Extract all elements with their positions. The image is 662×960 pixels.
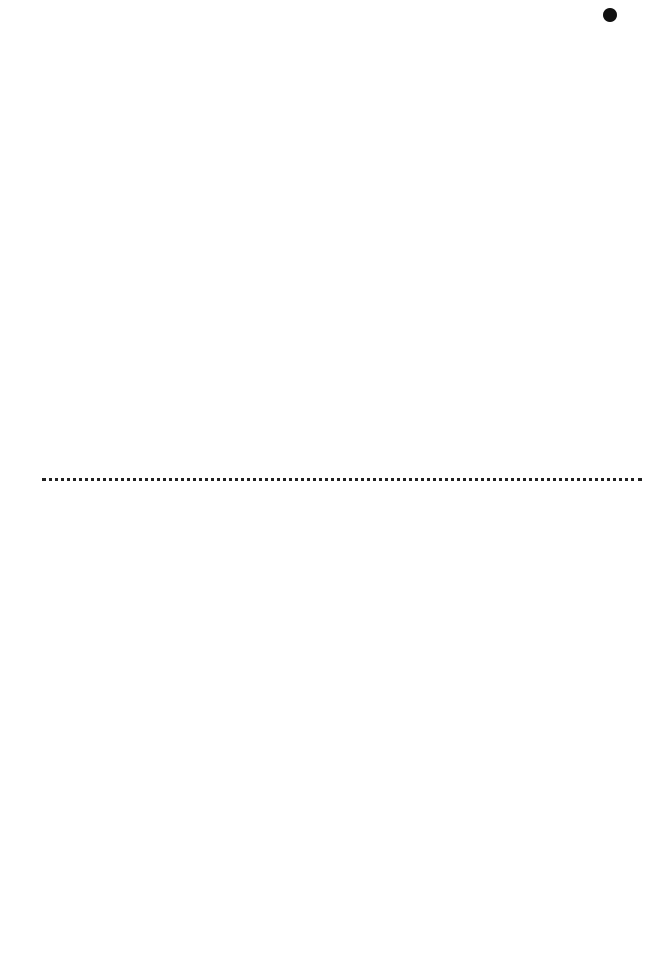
top-section bbox=[46, 8, 621, 470]
dotted-divider bbox=[42, 478, 642, 481]
bottom-section bbox=[44, 494, 636, 956]
bullet-icon bbox=[603, 8, 617, 22]
section-heading-waist bbox=[599, 8, 621, 470]
